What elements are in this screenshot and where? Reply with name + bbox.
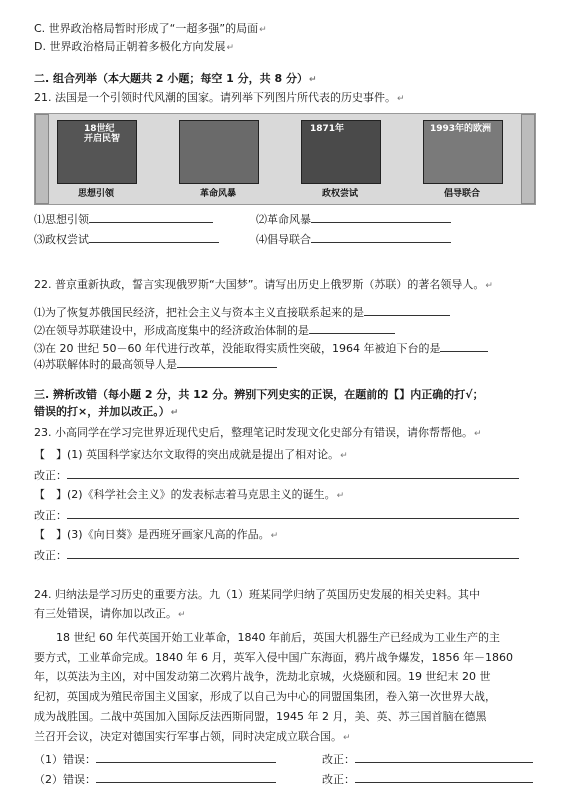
q22-item-1 [34, 305, 450, 320]
q24-error-2 [34, 772, 276, 787]
passage-line-6-text: 兰召开会议，决定对德国实行军事占领，同时决定成立联合国。 [34, 730, 342, 743]
passage-line-4 [34, 690, 496, 704]
section-2-title-text: 二. 组合列举（本大题共 2 小题；每空 1 分，共 8 分） [34, 72, 308, 85]
q23-item-3-text: 【 】(3)《向日葵》是西班牙画家凡高的作品。 [34, 528, 270, 541]
picture-enlightenment [57, 120, 137, 184]
q22-answer-3-line[interactable] [440, 341, 488, 352]
q21-answer-4-line[interactable] [311, 232, 451, 243]
picture-revolution [179, 120, 259, 184]
picture-3-tag: 1871年 [310, 124, 345, 134]
q24-fix-2 [322, 772, 533, 787]
q23-item-3: 【 】(3)《向日葵》是西班牙画家凡高的作品。↵ [34, 528, 279, 541]
q23-fix-3-line[interactable] [67, 548, 519, 559]
q23-item-1-text: 【 】(1) 英国科学家达尔文取得的突出成就是提出了相对论。 [34, 448, 340, 461]
q23-fix-3 [34, 548, 519, 563]
q24-error-1 [34, 752, 276, 767]
section-3-title-1-text: 三. 辨析改错（每小题 2 分，共 12 分。辨别下列史实的正误，在题前的【】内正确的打√； [34, 388, 484, 401]
q23-item-2-text: 【 】(2)《科学社会主义》的发表标志着马克思主义的诞生。 [34, 488, 336, 501]
option-d: D. 世界政治格局正朝着多极化方向发展↵ [34, 40, 235, 53]
section-3-title-1 [34, 388, 484, 402]
q23-item-1: 【 】(1) 英国科学家达尔文取得的突出成就是提出了相对论。↵ [34, 448, 348, 461]
scroll-left-icon [35, 114, 49, 204]
q21-answer-2-line[interactable] [311, 212, 451, 223]
option-c-text: C. 世界政治格局暂时形成了“一超多强”的局面 [34, 22, 259, 35]
q21-blank-2-label: ⑵革命风暴 [256, 213, 311, 226]
option-d-text: D. 世界政治格局正朝着多极化方向发展 [34, 40, 226, 53]
q22-item-4 [34, 357, 277, 372]
question-24-line-1 [34, 588, 480, 602]
passage-line-2-text: 要方式，工业革命完成。1840 年 6 月，英军入侵中国广东海面，鸦片战争爆发，1856 年－1860 [34, 651, 513, 664]
q21-blank-3-label: ⑶政权尝试 [34, 233, 89, 246]
q23-fix-3-label: 改正： [34, 549, 67, 562]
q21-blank-3 [34, 232, 219, 247]
question-23: 23. 小高同学在学习完世界近现代史后，整理笔记时发现文化史部分有错误，请你帮帮他。↵ [34, 426, 482, 439]
picture-europe-map [423, 120, 503, 184]
q23-fix-2-line[interactable] [67, 508, 519, 519]
scroll-right-icon [521, 114, 535, 204]
picture-1-caption: 思想引领 [77, 189, 114, 199]
q24-error-1-label: （1）错误： [34, 753, 96, 766]
question-21-text: 21. 法国是一个引领时代风潮的国家。请列举下列图片所代表的历史事件。 [34, 91, 396, 104]
passage-line-3-text: 年，以英法为主凶，对中国发动第二次鸦片战争，洗劫北京城，火烧颐和园。19 世纪末 20 世 [34, 670, 491, 683]
passage-line-5 [34, 710, 486, 724]
picture-1-tag: 18世纪 开启民智 [84, 124, 121, 144]
q22-answer-4-line[interactable] [177, 357, 277, 368]
option-c: C. 世界政治格局暂时形成了“一超多强”的局面↵ [34, 22, 267, 35]
q24-fix-1-label: 改正： [322, 753, 355, 766]
question-22-text: 22. 普京重新执政，誓言实现俄罗斯“大国梦”。请写出历史上俄罗斯（苏联）的著名领导人。 [34, 278, 485, 291]
question-24-line-2: 有三处错误，请你加以改正。↵ [34, 607, 186, 620]
q21-blank-1 [34, 212, 213, 227]
picture-strip [34, 113, 536, 205]
question-21: 21. 法国是一个引领时代风潮的国家。请列举下列图片所代表的历史事件。↵ [34, 91, 405, 104]
q23-fix-1-line[interactable] [67, 468, 519, 479]
passage-line-6: 兰召开会议，决定对德国实行军事占领，同时决定成立联合国。↵ [34, 730, 351, 743]
passage-line-2 [34, 651, 513, 665]
question-22: 22. 普京重新执政，誓言实现俄罗斯“大国梦”。请写出历史上俄罗斯（苏联）的著名领导人。↵ [34, 278, 493, 291]
passage-line-5-text: 成为战胜国。二战中英国加入国际反法西斯同盟，1945 年 2 月，美、英、苏三国首脑在德黑 [34, 710, 487, 723]
q24-fix-2-label: 改正： [322, 773, 355, 786]
q22-item-3-text: ⑶在 20 世纪 50－60 年代进行改革，没能取得实质性突破，1964 年被迫下台的是 [34, 342, 441, 355]
question-24-line-2-text: 有三处错误，请你加以改正。 [34, 607, 177, 620]
q22-answer-2-line[interactable] [309, 323, 395, 334]
section-2-title: 二. 组合列举（本大题共 2 小题；每空 1 分，共 8 分）↵ [34, 72, 317, 85]
q24-fix-2-line[interactable] [355, 772, 533, 783]
q22-item-1-text: ⑴为了恢复苏俄国民经济，把社会主义与资本主义直接联系起来的是 [34, 306, 364, 319]
q22-answer-1-line[interactable] [364, 305, 450, 316]
question-23-text: 23. 小高同学在学习完世界近现代史后，整理笔记时发现文化史部分有错误，请你帮帮他。 [34, 426, 473, 439]
q22-item-4-text: ⑷苏联解体时的最高领导人是 [34, 358, 177, 371]
q21-blank-4-label: ⑷倡导联合 [256, 233, 311, 246]
picture-commune [301, 120, 381, 184]
q21-answer-1-line[interactable] [89, 212, 213, 223]
question-24-line-1-text: 24. 归纳法是学习历史的重要方法。九（1）班某同学归纳了英国历史发展的相关史料。其中 [34, 588, 480, 601]
q24-error-1-line[interactable] [96, 752, 276, 763]
picture-4-tag: 1993年的欧洲 [430, 124, 492, 134]
q23-fix-2 [34, 508, 519, 523]
passage-line-1 [34, 631, 500, 645]
q23-fix-2-label: 改正： [34, 509, 67, 522]
section-3-title-2: 错误的打×，并加以改正。）↵ [34, 405, 179, 418]
section-3-title-2-text: 错误的打×，并加以改正。） [34, 405, 170, 418]
q23-fix-1-label: 改正： [34, 469, 67, 482]
passage-line-4-text: 纪初，英国成为殖民帝国主义国家，形成了以自己为中心的同盟国集团，卷入第一次世界大战， [34, 690, 496, 703]
q22-item-2 [34, 323, 395, 338]
q23-item-2: 【 】(2)《科学社会主义》的发表标志着马克思主义的诞生。↵ [34, 488, 345, 501]
q24-fix-1-line[interactable] [355, 752, 533, 763]
q21-blank-2 [256, 212, 451, 227]
passage-line-3 [34, 670, 490, 684]
q22-item-2-text: ⑵在领导苏联建设中，形成高度集中的经济政治体制的是 [34, 324, 309, 337]
q24-error-2-label: （2）错误： [34, 773, 96, 786]
q24-fix-1 [322, 752, 533, 767]
q23-fix-1 [34, 468, 519, 483]
picture-4-caption: 倡导联合 [443, 189, 480, 199]
picture-2-caption: 革命风暴 [199, 189, 236, 199]
q21-answer-3-line[interactable] [89, 232, 219, 243]
q21-blank-1-label: ⑴思想引领 [34, 213, 89, 226]
q22-item-3 [34, 341, 488, 356]
q21-blank-4 [256, 232, 451, 247]
passage-line-1-text: 18 世纪 60 年代英国开始工业革命，1840 年前后，英国大机器生产已经成为工业生产的主 [34, 631, 500, 644]
picture-3-caption: 政权尝试 [321, 189, 358, 199]
q24-error-2-line[interactable] [96, 772, 276, 783]
